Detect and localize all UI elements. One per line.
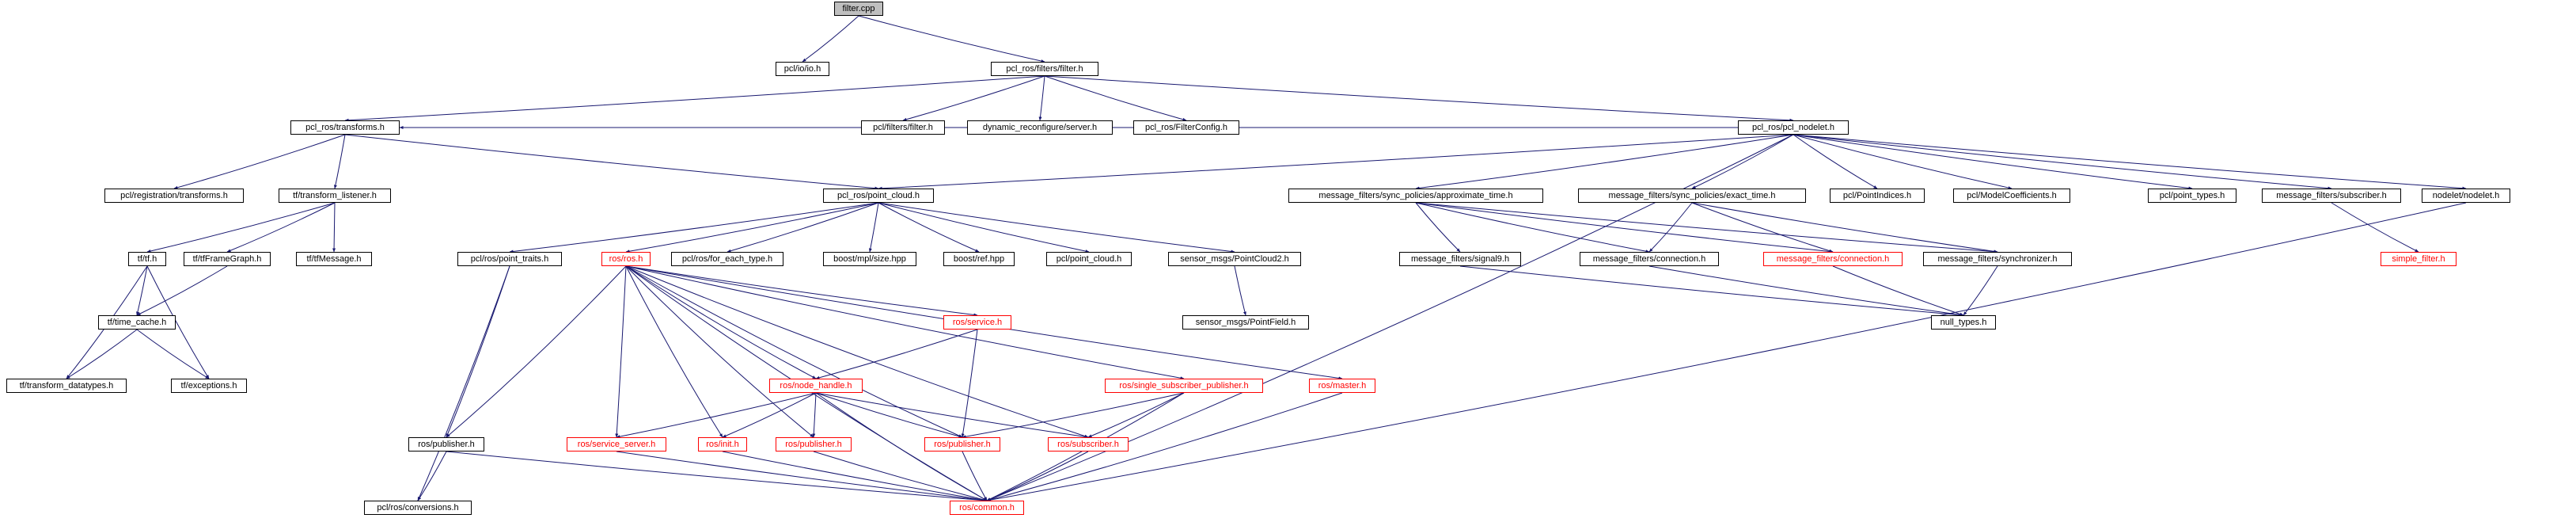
graph-node-pcl-modelcoefficients-h[interactable]: pcl/ModelCoefficients.h	[1953, 189, 2070, 203]
graph-node-ros-ros-h[interactable]: ros/ros.h	[601, 252, 651, 266]
graph-node-pcl-ros-for-each-type-h[interactable]: pcl/ros/for_each_type.h	[671, 252, 783, 266]
graph-node-filter-cpp[interactable]: filter.cpp	[834, 2, 883, 16]
graph-node-dynamic-reconfigure-server-h[interactable]: dynamic_reconfigure/server.h	[967, 120, 1113, 135]
graph-node-ros-publisher-h[interactable]: ros/publisher.h	[924, 437, 1000, 452]
graph-node-pcl-registration-transforms-h[interactable]: pcl/registration/transforms.h	[104, 189, 244, 203]
graph-node-ros-single-subscriber-publisher-h[interactable]: ros/single_subscriber_publisher.h	[1105, 379, 1263, 393]
graph-node-boost-ref-hpp[interactable]: boost/ref.hpp	[943, 252, 1015, 266]
graph-node-message-filters-synchronizer-h[interactable]: message_filters/synchronizer.h	[1923, 252, 2072, 266]
graph-node-tf-transform-datatypes-h[interactable]: tf/transform_datatypes.h	[6, 379, 127, 393]
graph-node-pcl-filters-filter-h[interactable]: pcl/filters/filter.h	[861, 120, 945, 135]
graph-node-ros-node-handle-h[interactable]: ros/node_handle.h	[769, 379, 863, 393]
graph-node-pcl-point-types-h[interactable]: pcl/point_types.h	[2148, 189, 2236, 203]
graph-node-ros-subscriber-h[interactable]: ros/subscriber.h	[1048, 437, 1129, 452]
graph-node-sensor-msgs-pointcloud2-h[interactable]: sensor_msgs/PointCloud2.h	[1168, 252, 1301, 266]
graph-node-ros-common-h[interactable]: ros/common.h	[950, 501, 1024, 515]
graph-node-message-filters-sync-policies-exact-time-h[interactable]: message_filters/sync_policies/exact_time.h	[1578, 189, 1806, 203]
graph-node-pcl-ros-filters-filter-h[interactable]: pcl_ros/filters/filter.h	[991, 62, 1098, 76]
graph-node-message-filters-subscriber-h[interactable]: message_filters/subscriber.h	[2262, 189, 2401, 203]
graph-node-pcl-point-cloud-h[interactable]: pcl/point_cloud.h	[1046, 252, 1132, 266]
graph-node-pcl-ros-transforms-h[interactable]: pcl_ros/transforms.h	[290, 120, 400, 135]
graph-node-tf-exceptions-h[interactable]: tf/exceptions.h	[171, 379, 247, 393]
graph-node-tf-tfframegraph-h[interactable]: tf/tfFrameGraph.h	[184, 252, 271, 266]
graph-node-tf-time-cache-h[interactable]: tf/time_cache.h	[98, 315, 176, 330]
graph-node-pcl-ros-point-cloud-h[interactable]: pcl_ros/point_cloud.h	[823, 189, 934, 203]
graph-node-message-filters-signal9-h[interactable]: message_filters/signal9.h	[1399, 252, 1521, 266]
graph-node-null-types-h[interactable]: null_types.h	[1931, 315, 1996, 330]
graph-node-pcl-ros-filterconfig-h[interactable]: pcl_ros/FilterConfig.h	[1133, 120, 1239, 135]
graph-node-pcl-io-io-h[interactable]: pcl/io/io.h	[776, 62, 829, 76]
graph-node-sensor-msgs-pointfield-h[interactable]: sensor_msgs/PointField.h	[1182, 315, 1309, 330]
graph-node-ros-service-server-h[interactable]: ros/service_server.h	[567, 437, 666, 452]
graph-node-pcl-ros-point-traits-h[interactable]: pcl/ros/point_traits.h	[457, 252, 562, 266]
graph-node-ros-service-h[interactable]: ros/service.h	[943, 315, 1011, 330]
graph-node-nodelet-nodelet-h[interactable]: nodelet/nodelet.h	[2422, 189, 2510, 203]
graph-node-tf-tfmessage-h[interactable]: tf/tfMessage.h	[296, 252, 372, 266]
graph-node-pcl-ros-pcl-nodelet-h[interactable]: pcl_ros/pcl_nodelet.h	[1738, 120, 1849, 135]
graph-node-pcl-pointindices-h[interactable]: pcl/PointIndices.h	[1830, 189, 1925, 203]
graph-node-boost-mpl-size-hpp[interactable]: boost/mpl/size.hpp	[823, 252, 916, 266]
graph-node-ros-init-h[interactable]: ros/init.h	[698, 437, 747, 452]
graph-node-ros-publisher-h[interactable]: ros/publisher.h	[408, 437, 484, 452]
graph-node-pcl-ros-conversions-h[interactable]: pcl/ros/conversions.h	[364, 501, 472, 515]
graph-node-ros-master-h[interactable]: ros/master.h	[1309, 379, 1375, 393]
graph-node-tf-tf-h[interactable]: tf/tf.h	[128, 252, 166, 266]
graph-node-ros-publisher-h[interactable]: ros/publisher.h	[776, 437, 852, 452]
graph-node-message-filters-sync-policies-approximate-time-h[interactable]: message_filters/sync_policies/approximate_time.h	[1288, 189, 1543, 203]
graph-node-message-filters-connection-h[interactable]: message_filters/connection.h	[1580, 252, 1719, 266]
graph-node-message-filters-connection-h[interactable]: message_filters/connection.h	[1763, 252, 1903, 266]
graph-node-simple-filter-h[interactable]: simple_filter.h	[2381, 252, 2456, 266]
graph-node-tf-transform-listener-h[interactable]: tf/transform_listener.h	[279, 189, 391, 203]
